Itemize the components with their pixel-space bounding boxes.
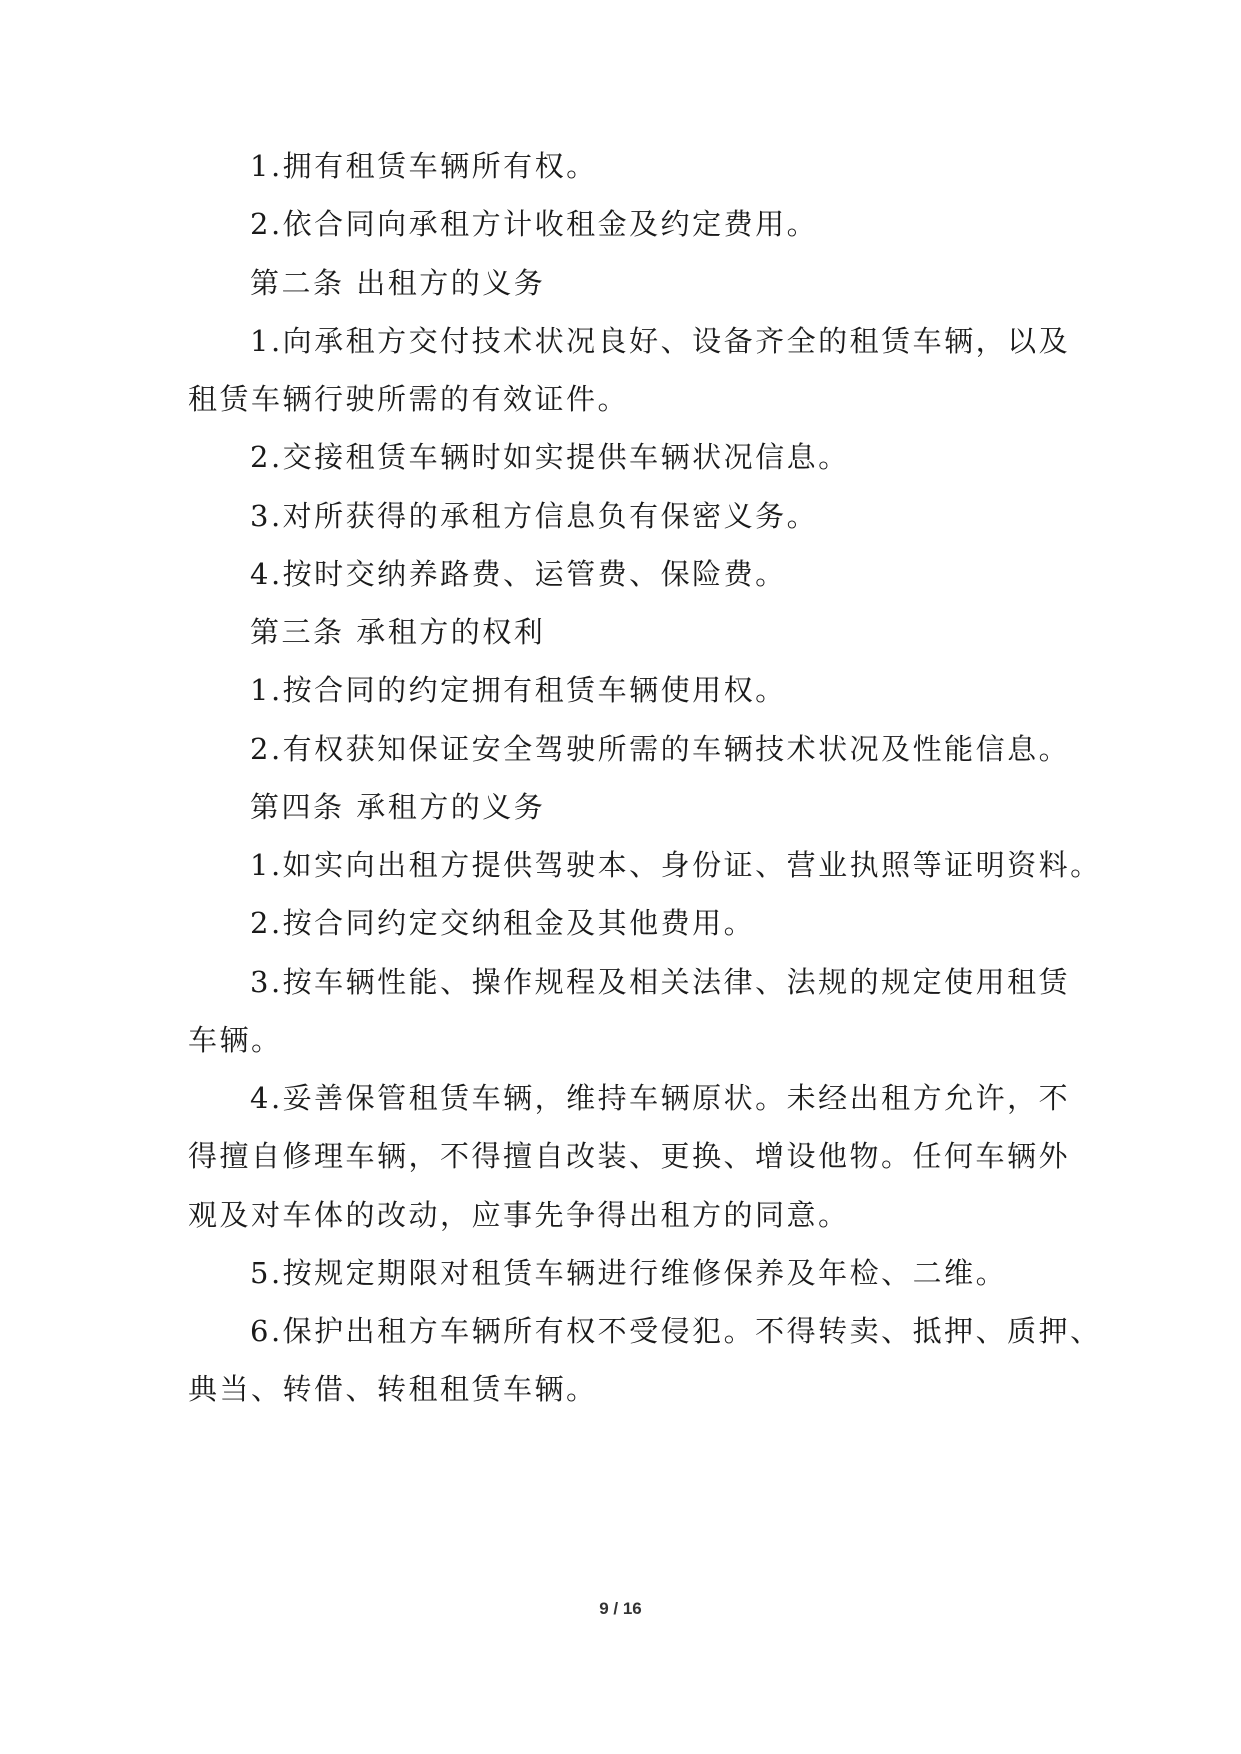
text-line: 2.按合同约定交纳租金及其他费用。 <box>250 906 756 940</box>
text-line: 租赁车辆行驶所需的有效证件。 <box>188 382 630 416</box>
text-line: 1.按合同的约定拥有租赁车辆使用权。 <box>250 673 787 707</box>
section-heading: 第二条 出租方的义务 <box>250 266 546 300</box>
text-line: 2.依合同向承租方计收租金及约定费用。 <box>250 207 819 241</box>
text-line: 得擅自修理车辆，不得擅自改装、更换、增设他物。任何车辆外 <box>188 1139 1071 1173</box>
text-line: 6.保护出租方车辆所有权不受侵犯。不得转卖、抵押、质押、 <box>250 1314 1102 1348</box>
text-line: 车辆。 <box>188 1023 283 1057</box>
page-number: 9 / 16 <box>599 1599 642 1618</box>
text-line: 1.如实向出租方提供驾驶本、身份证、营业执照等证明资料。 <box>250 848 1102 882</box>
text-line: 4.按时交纳养路费、运管费、保险费。 <box>250 557 787 591</box>
text-line: 典当、转借、转租租赁车辆。 <box>188 1372 598 1406</box>
text-line: 5.按规定期限对租赁车辆进行维修保养及年检、二维。 <box>250 1256 1008 1290</box>
text-line: 3.按车辆性能、操作规程及相关法律、法规的规定使用租赁 <box>250 965 1071 999</box>
text-line: 观及对车体的改动，应事先争得出租方的同意。 <box>188 1198 850 1232</box>
text-line: 3.对所获得的承租方信息负有保密义务。 <box>250 499 819 533</box>
text-line: 2.有权获知保证安全驾驶所需的车辆技术状况及性能信息。 <box>250 732 1071 766</box>
text-line: 2.交接租赁车辆时如实提供车辆状况信息。 <box>250 440 850 474</box>
section-heading: 第三条 承租方的权利 <box>250 615 546 649</box>
text-line: 1.向承租方交付技术状况良好、设备齐全的租赁车辆，以及 <box>250 324 1071 358</box>
section-heading: 第四条 承租方的义务 <box>250 790 546 824</box>
text-line: 1.拥有租赁车辆所有权。 <box>250 149 598 183</box>
text-line: 4.妥善保管租赁车辆，维持车辆原状。未经出租方允许，不 <box>250 1081 1071 1115</box>
